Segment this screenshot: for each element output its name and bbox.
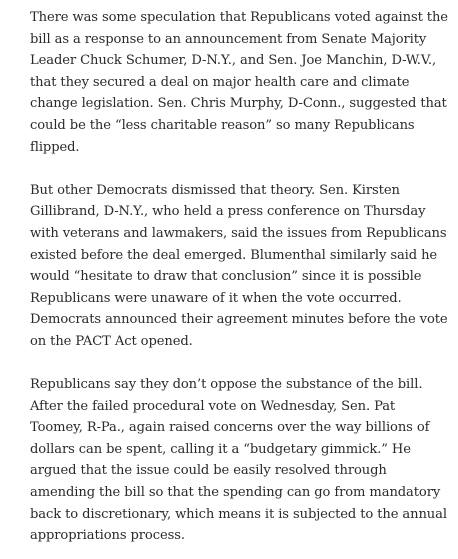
paragraph-speculation: There was some speculation that Republicans voted against the bill as a response to an announcement from Senate Majority Leader Chuck Schumer, D-N.Y., and Sen. Joe Manchin, D-W.V., that they secured a deal on major health care and climate change legislation. Sen. Chris Murphy, D-Conn., suggested that could be the “less charitable reason” so many Republicans flipped. (30, 10, 448, 155)
paragraph-republicans-position: Republicans say they don’t oppose the substance of the bill. After the failed procedural vote on Wednesday, Sen. Pat Toomey, R-Pa., again raised concerns over the way billions of dollars can be spent, calling it a “budgetary gimmick.” He argued that the issue could be easily resolved through amending the bill so that the spending can go from mandatory back to discretionary, which means it is subjected to the annual appropriations process. (30, 377, 447, 544)
paragraph-democrats-dismissed: But other Democrats dismissed that theory. Sen. Kirsten Gillibrand, D-N.Y., who held a press conference on Thursday with veterans and lawmakers, said the issues from Republicans existed before the deal emerged. Blumenthal similarly said he would “hesitate to draw that conclusion” since it is possible Republicans were unaware of it when the vote occurred. Democrats announced their agreement minutes before the vote on the PACT Act opened. (30, 182, 448, 349)
